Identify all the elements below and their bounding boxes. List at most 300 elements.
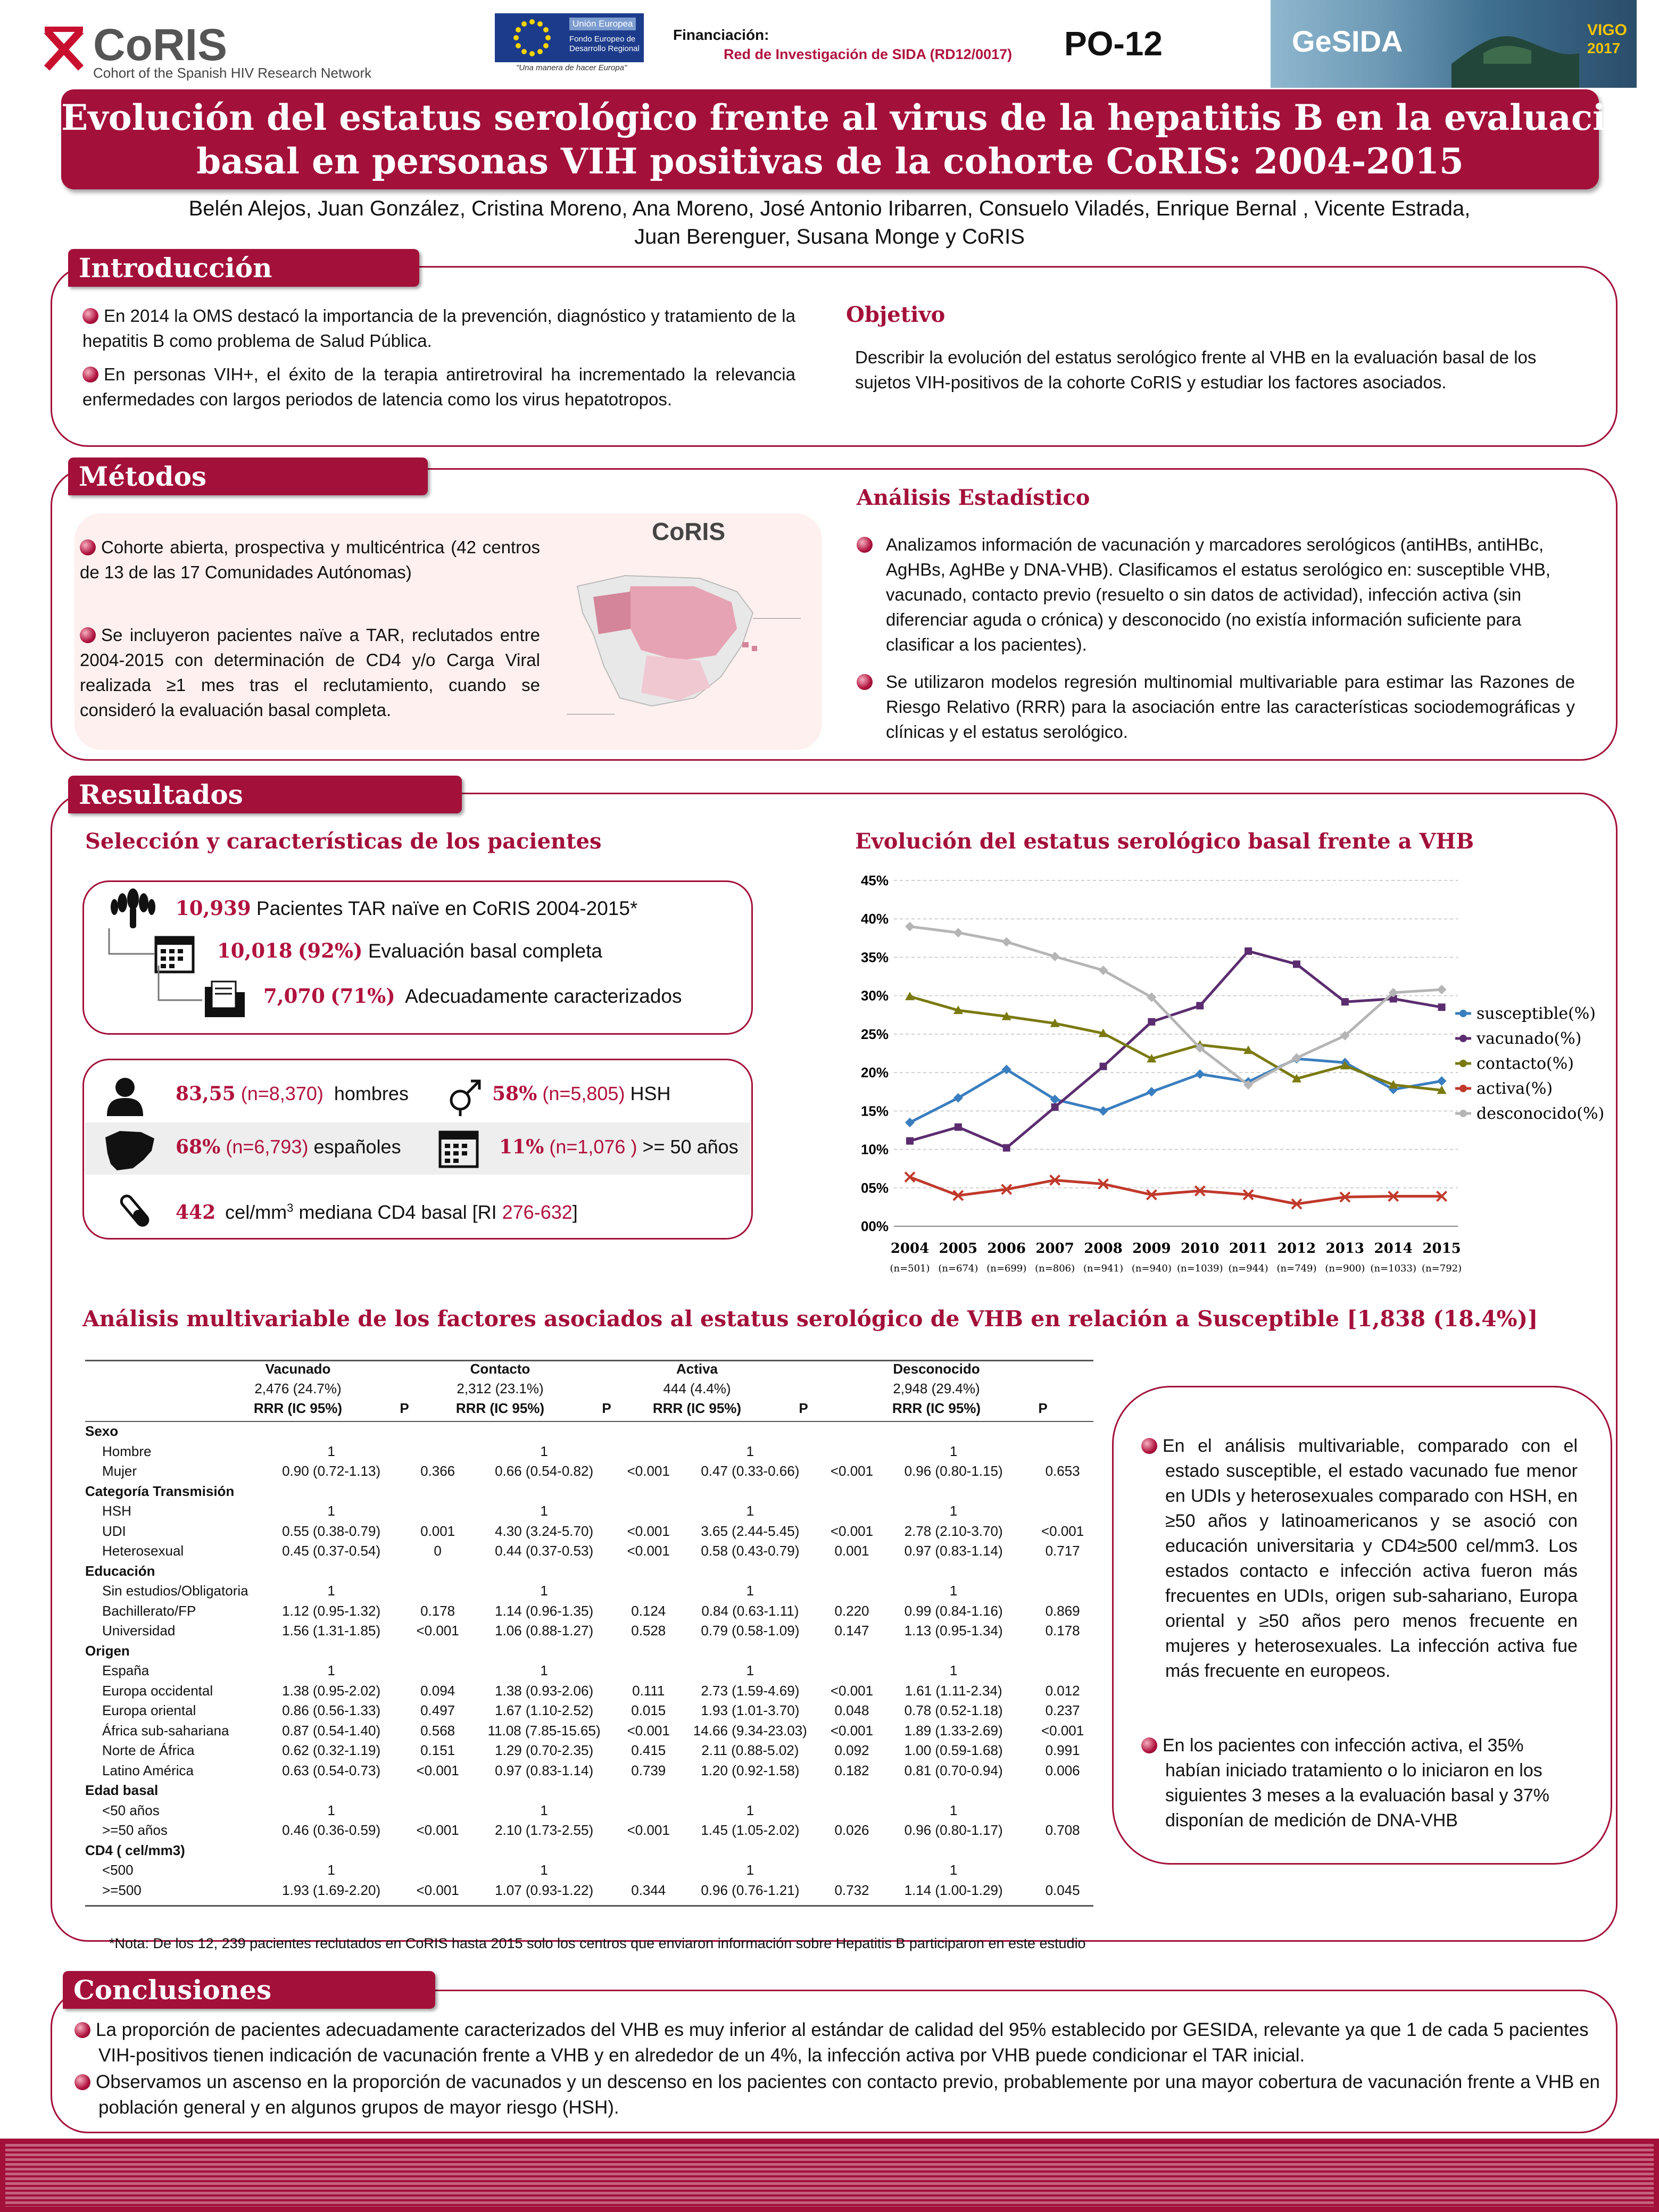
methods-heading: Métodos: [68, 458, 428, 495]
congress-banner: [1271, 0, 1637, 88]
spain-value: 68%: [176, 1136, 221, 1158]
table-cell: 0.63 (0.54-0.73): [282, 1762, 381, 1778]
row-label: Bachillerato/FP: [102, 1602, 196, 1619]
eu-stars-icon: [495, 13, 569, 62]
cd4-value: 442: [176, 1201, 216, 1224]
congress-year: 2017: [1587, 40, 1621, 56]
table-cell: <0.001: [830, 1722, 874, 1739]
row-label: >=500: [102, 1882, 142, 1898]
row-label: África sub-sahariana: [102, 1722, 229, 1739]
table-cell: 1.56 (1.31-1.85): [282, 1623, 381, 1639]
table-row: [85, 1421, 1094, 1442]
table-cell: [827, 1421, 876, 1442]
congress-name: GeSIDA: [1292, 24, 1403, 58]
multivariate-table: [85, 1421, 1094, 1900]
table-row: [85, 1561, 1094, 1582]
data-point: [1341, 998, 1349, 1005]
hsh-stat: [492, 1083, 670, 1105]
table-row: [85, 1820, 1094, 1841]
table-cell: 2.78 (2.10-3.70): [904, 1523, 1003, 1539]
table-row: [85, 1761, 1094, 1781]
table-cell: 1: [540, 1443, 548, 1459]
table-cell: <0.001: [627, 1722, 670, 1739]
table-cell: 1: [746, 1443, 754, 1459]
table-cell: 0.497: [420, 1702, 455, 1719]
table-cell: 1: [327, 1583, 335, 1599]
table-cell: 0.528: [631, 1623, 666, 1639]
row-label: Latino América: [102, 1762, 194, 1778]
table-cell: [827, 1841, 876, 1861]
x-tick-sublabel: (n=806): [1035, 1263, 1075, 1274]
data-point: [906, 1137, 914, 1145]
row-label: Edad basal: [85, 1782, 159, 1799]
flow-number-1: 10,939: [176, 896, 251, 920]
table-cell: [876, 1781, 1031, 1801]
table-cell: 0.415: [631, 1742, 666, 1759]
data-point: [1147, 1087, 1156, 1096]
legend-marker: [1459, 1010, 1467, 1017]
table-cell: 0.869: [1045, 1602, 1080, 1619]
rrr-column-header: RRR (IC 95%): [455, 1400, 545, 1416]
group-count: 2,312 (23.1%): [457, 1381, 544, 1396]
row-label: Universidad: [102, 1623, 176, 1639]
findings-bullet-1: [1141, 1434, 1578, 1684]
x-tick-sublabel: (n=749): [1276, 1263, 1317, 1274]
table-cell: <0.001: [416, 1882, 459, 1898]
findings-bullet-2-text: En los pacientes con infección activa, el 35% habían iniciado tratamiento o lo iniciaron en los siguientes 3 meses a la evaluación basal y 37% disponían de medición de DNA-VHB: [1163, 1735, 1549, 1831]
table-cell: 0.81 (0.70-0.94): [904, 1762, 1003, 1778]
table-cell: [1031, 1641, 1094, 1661]
table-cell: 0.55 (0.38-0.79): [282, 1523, 381, 1539]
gender-icon: [444, 1075, 487, 1117]
table-cell: <0.001: [1041, 1722, 1084, 1739]
table-cell: 1: [540, 1583, 548, 1599]
p-column-header: P: [799, 1400, 808, 1416]
table-row: [85, 1860, 1094, 1881]
eu-flag-icon: [495, 13, 644, 62]
table-cell: <0.001: [627, 1543, 670, 1559]
table-cell: 0.66 (0.54-0.82): [495, 1463, 594, 1479]
intro-bullet-1: [82, 303, 795, 353]
table-cell: <0.001: [830, 1523, 874, 1539]
bullet-icon: [74, 2074, 90, 2090]
x-tick-sublabel: (n=501): [890, 1263, 930, 1274]
cd4-text: mediana CD4 basal [RI: [298, 1201, 497, 1223]
coris-logo-text: CoRIS: [93, 20, 227, 70]
table-note: *Nota: De los 12, 239 pacientes reclutados en CoRIS hasta 2015 solo los centros que enviaron información sobre Hepatitis B participaron en este estudio: [109, 1935, 1086, 1951]
p-column-header: P: [400, 1400, 409, 1416]
table-cell: 4.30 (3.24-5.70): [495, 1523, 594, 1539]
table-cell: [876, 1841, 1031, 1861]
map-logo: CoRIS: [652, 518, 725, 545]
funding-label: Financiación:: [673, 27, 769, 43]
stats-bullet-1: [857, 532, 1575, 657]
table-cell: [464, 1421, 624, 1442]
table-cell: 0.092: [834, 1742, 869, 1759]
table-cell: <0.001: [830, 1682, 874, 1699]
eu-label-2: Fondo Europeo de Desarrollo Regional: [569, 35, 640, 53]
bullet-icon: [857, 537, 873, 553]
flow-number-3: 7,070: [263, 984, 325, 1008]
test-tube-icon: [114, 1191, 157, 1233]
table-cell: [252, 1781, 411, 1801]
table-cell: [624, 1482, 673, 1502]
table-cell: [1031, 1581, 1094, 1601]
table-cell: [673, 1641, 827, 1661]
conclusions-bullet-2-text: Observamos un ascenso en la proporción de vacunados y un descenso en los pacientes con contacto previo, probablemente por una mayor cobertura de vacunación frente a VHB en población general y en algunos grupos de mayor riesgo (HSH).: [96, 2072, 1600, 2118]
table-cell: 1.06 (0.88-1.27): [495, 1623, 594, 1639]
table-cell: [411, 1501, 464, 1521]
eu-label-1: Unión Europea: [569, 18, 636, 30]
table-cell: <0.001: [1041, 1523, 1084, 1539]
table-cell: 0.094: [420, 1682, 455, 1699]
series-line: [910, 927, 1442, 1085]
hsh-n: (n=5,805): [542, 1083, 625, 1104]
table-cell: 1.67 (1.10-2.52): [495, 1702, 594, 1719]
data-point: [905, 1118, 915, 1127]
table-cell: 0.62 (0.32-1.19): [282, 1742, 381, 1759]
table-cell: 1.14 (0.96-1.35): [495, 1602, 594, 1619]
table-cell: 1.00 (0.59-1.68): [904, 1742, 1003, 1759]
data-point: [1437, 1076, 1447, 1086]
table-row: [85, 1641, 1094, 1661]
data-point: [1051, 1103, 1059, 1111]
series-line: [910, 1177, 1442, 1204]
data-point: [1438, 1003, 1446, 1011]
data-point: [953, 928, 963, 937]
legend-label: desconocido(%): [1476, 1104, 1605, 1123]
congress-city: VIGO: [1587, 21, 1628, 39]
table-cell: 1: [746, 1662, 754, 1679]
eu-flag-logo: [495, 13, 644, 72]
table-cell: 3.65 (2.44-5.45): [701, 1523, 800, 1539]
table-cell: [411, 1421, 464, 1442]
data-point: [955, 1124, 962, 1131]
chart-heading: Evolución del estatus serológico basal frente a VHB: [855, 829, 1474, 854]
table-cell: 0.991: [1045, 1742, 1080, 1759]
y-tick-label: 40%: [860, 911, 889, 927]
spain-n: (n=6,793): [226, 1136, 309, 1158]
table-cell: 0.97 (0.83-1.14): [904, 1543, 1003, 1559]
flow-text-1: Pacientes TAR naïve en CoRIS 2004-2015*: [256, 897, 638, 919]
table-cell: 0.732: [834, 1882, 869, 1898]
table-cell: 0.344: [631, 1882, 666, 1898]
table-cell: 0.006: [1045, 1762, 1080, 1778]
table-cell: 1.14 (1.00-1.29): [904, 1882, 1003, 1898]
table-header: [85, 1361, 1093, 1420]
table-cell: 0.012: [1045, 1682, 1080, 1699]
table-cell: [464, 1641, 624, 1661]
table-cell: 1: [949, 1583, 958, 1599]
row-label: HSH: [102, 1503, 131, 1519]
x-tick-sublabel: (n=1033): [1370, 1263, 1416, 1274]
table-cell: 2.73 (1.59-4.69): [701, 1682, 800, 1699]
table-cell: [876, 1482, 1031, 1502]
table-cell: 1: [327, 1503, 335, 1519]
conclusions-bullet-2: [74, 2069, 1602, 2120]
legend-label: activa(%): [1476, 1079, 1553, 1098]
table-cell: 1: [746, 1802, 754, 1818]
person-icon: [104, 1075, 146, 1117]
table-cell: 0.58 (0.43-0.79): [701, 1543, 800, 1559]
table-cell: [624, 1581, 673, 1601]
table-cell: 1: [746, 1583, 754, 1599]
bullet-icon: [74, 2022, 90, 2038]
table-cell: 0.568: [420, 1722, 455, 1739]
table-cell: 0.84 (0.63-1.11): [701, 1602, 799, 1619]
bullet-icon: [80, 627, 96, 643]
legend-marker: [1459, 1110, 1467, 1117]
table-cell: 0.178: [1045, 1623, 1080, 1639]
conclusions-heading: Conclusiones: [63, 1971, 435, 2009]
table-cell: [624, 1801, 673, 1821]
p-column-header: P: [1038, 1400, 1048, 1416]
flow-pct-3: (71%): [330, 984, 395, 1008]
y-tick-label: 35%: [860, 949, 889, 966]
table-cell: [1031, 1781, 1094, 1801]
table-cell: 0.90 (0.72-1.13): [282, 1463, 381, 1479]
table-cell: 0.048: [834, 1702, 869, 1719]
y-tick-label: 05%: [860, 1179, 889, 1196]
selection-heading: Selección y características de los pacientes: [85, 829, 602, 854]
age-n: (n=1,076 ): [549, 1136, 637, 1158]
conclusions-bullet-1: [74, 2017, 1602, 2068]
x-tick-label: 2010: [1181, 1241, 1220, 1257]
table-cell: <0.001: [627, 1822, 670, 1839]
flow-text-3: Adecuadamente caracterizados: [405, 985, 682, 1007]
table-cell: 0.045: [1045, 1882, 1080, 1898]
x-tick-sublabel: (n=941): [1083, 1263, 1124, 1274]
y-tick-label: 20%: [860, 1065, 889, 1081]
x-tick-label: 2012: [1277, 1241, 1316, 1257]
table-cell: 0.111: [632, 1682, 665, 1699]
table-row: [85, 1501, 1094, 1521]
men-stat: [176, 1083, 409, 1105]
table-cell: 2.10 (1.73-2.55): [495, 1822, 594, 1839]
table-cell: 1.29 (0.70-2.35): [495, 1742, 594, 1759]
men-n: (n=8,370): [240, 1083, 323, 1104]
table-rule-bottom: [85, 1905, 1093, 1907]
table-cell: [464, 1841, 624, 1861]
table-cell: [1031, 1442, 1094, 1462]
people-icon: [109, 886, 157, 934]
rrr-column-header: RRR (IC 95%): [253, 1400, 343, 1416]
footer-acknowledgements-band: [0, 2139, 1659, 2212]
row-label: Origen: [85, 1642, 130, 1659]
data-point: [1002, 937, 1011, 947]
table-cell: [624, 1501, 673, 1521]
table-cell: [827, 1801, 876, 1821]
y-tick-label: 10%: [860, 1141, 889, 1158]
table-cell: 1: [327, 1443, 335, 1459]
table-cell: [827, 1561, 876, 1582]
table-cell: 14.66 (9.34-23.03): [693, 1722, 807, 1739]
x-tick-label: 2009: [1132, 1241, 1171, 1257]
row-label: >=50 años: [102, 1822, 168, 1839]
table-cell: 0.653: [1045, 1463, 1080, 1479]
data-point: [1098, 1106, 1108, 1116]
flow-number-2: 10,018: [217, 939, 293, 962]
table-row: [85, 1601, 1094, 1621]
table-cell: <0.001: [416, 1822, 459, 1839]
x-tick-label: 2011: [1229, 1241, 1268, 1257]
table-cell: 0.96 (0.80-1.15): [904, 1463, 1003, 1479]
methods-bullet-1: [80, 535, 540, 585]
series-line: [910, 1059, 1442, 1122]
x-tick-label: 2005: [939, 1241, 978, 1257]
hsh-label: HSH: [630, 1083, 671, 1104]
table-cell: 1: [949, 1802, 958, 1818]
table-row: [85, 1621, 1094, 1641]
island-image-icon: [1451, 0, 1579, 88]
table-cell: 1.45 (1.05-2.02): [701, 1822, 800, 1839]
stats-bullet-2-text: Se utilizaron modelos regresión multinomial multivariable para estimar las Razones de Riesgo Relativo (RRR) para la asociación entre las características sociodemográficas y clínicas y el estatus serológico.: [886, 672, 1575, 742]
cd4-unit-exponent: 3: [287, 1201, 294, 1215]
hsh-value: 58%: [492, 1083, 537, 1105]
table-cell: [624, 1421, 673, 1442]
table-cell: [252, 1641, 411, 1661]
bullet-icon: [82, 308, 98, 324]
table-cell: [1031, 1482, 1094, 1502]
table-cell: [1031, 1801, 1094, 1821]
table-cell: [827, 1501, 876, 1521]
coris-logo-subtitle: Cohort of the Spanish HIV Research Network: [93, 65, 372, 81]
table-cell: [827, 1581, 876, 1601]
x-tick-sublabel: (n=699): [986, 1263, 1027, 1274]
table-cell: [411, 1442, 464, 1462]
coris-logo: [43, 21, 372, 80]
group-count: 444 (4.4%): [663, 1381, 731, 1396]
funding-value: Red de Investigación de SIDA (RD12/0017): [724, 46, 1013, 62]
table-cell: 1.13 (0.95-1.34): [904, 1623, 1003, 1639]
table-cell: 1.93 (1.01-3.70): [701, 1702, 800, 1719]
cd4-close: ]: [572, 1201, 578, 1223]
table-cell: [411, 1801, 464, 1821]
row-label: Educación: [85, 1562, 155, 1579]
multivar-heading: Análisis multivariable de los factores asociados al estatus serológico de VHB en relación a Susceptible [1,838 (18.4%)]: [82, 1306, 1538, 1332]
table-cell: [1031, 1661, 1094, 1681]
legend-marker: [1459, 1085, 1467, 1092]
table-cell: <0.001: [416, 1623, 459, 1639]
title-line-2: basal en personas VIH positivas de la cohorte CoRIS: 2004-2015: [196, 140, 1464, 182]
table-row: [85, 1881, 1094, 1901]
table-cell: [252, 1561, 411, 1582]
table-row: [85, 1681, 1094, 1701]
table-cell: 0.78 (0.52-1.18): [904, 1702, 1003, 1719]
table-cell: 0.96 (0.80-1.17): [904, 1822, 1003, 1839]
table-cell: [876, 1641, 1031, 1661]
table-cell: 1: [327, 1862, 335, 1878]
table-cell: [827, 1442, 876, 1462]
table-cell: 1: [327, 1662, 335, 1679]
methods-bullet-1-text: Cohorte abierta, prospectiva y multicéntrica (42 centros de 13 de las 17 Comunidades Autónomas): [80, 537, 540, 582]
table-cell: 1.93 (1.69-2.20): [282, 1882, 381, 1898]
table-cell: [673, 1781, 827, 1801]
table-cell: 0.97 (0.83-1.14): [495, 1762, 594, 1778]
data-point: [1099, 1063, 1107, 1070]
methods-bullet-2-text: Se incluyeron pacientes naïve a TAR, reclutados entre 2004-2015 con determinación de CD4 y/o Carga Viral realizada ≥1 mes tras el reclutamiento, cuando se consideró la evaluación basal completa.: [80, 625, 540, 720]
data-point: [1196, 1002, 1204, 1009]
x-tick-label: 2013: [1325, 1241, 1365, 1257]
table-cell: 1: [949, 1443, 958, 1459]
objective-text: Describir la evolución del estatus serológico frente al VHB en la evaluación basal de los sujetos VIH-positivos de la cohorte CoRIS y estudiar los factores asociados.: [855, 347, 1537, 392]
table-cell: 1: [540, 1802, 548, 1818]
table-cell: 0.46 (0.36-0.59): [282, 1822, 381, 1839]
group-name: Contacto: [470, 1361, 530, 1377]
row-label: Sin estudios/Obligatoria: [102, 1583, 248, 1599]
bullet-icon: [857, 674, 873, 690]
men-value: 83,55: [176, 1083, 236, 1105]
table-cell: 1: [327, 1802, 335, 1818]
table-cell: 1.38 (0.93-2.06): [495, 1682, 594, 1699]
table-cell: 1.12 (0.95-1.32): [282, 1602, 381, 1619]
table-cell: 1: [540, 1862, 548, 1878]
table-cell: [411, 1641, 464, 1661]
row-label: Heterosexual: [102, 1543, 184, 1559]
table-cell: [624, 1442, 673, 1462]
row-label: Europa occidental: [102, 1682, 213, 1699]
table-cell: [673, 1841, 827, 1861]
table-cell: [624, 1841, 673, 1861]
table-cell: 0.86 (0.56-1.33): [282, 1702, 381, 1719]
row-label: CD4 ( cel/mm3): [85, 1842, 185, 1858]
table-row: [85, 1482, 1094, 1502]
table-cell: <0.001: [627, 1523, 670, 1539]
flow-row-3: [263, 984, 682, 1008]
rrr-column-header: RRR (IC 95%): [892, 1400, 981, 1416]
table-cell: [1031, 1561, 1094, 1582]
group-name: Activa: [676, 1361, 718, 1377]
table-cell: [827, 1781, 876, 1801]
table-cell: 0.44 (0.37-0.53): [495, 1543, 594, 1559]
table-cell: [411, 1661, 464, 1681]
intro-heading: Introducción: [68, 249, 419, 287]
table-cell: [464, 1482, 624, 1502]
x-tick-sublabel: (n=940): [1131, 1263, 1172, 1274]
flow-row-2: [217, 939, 602, 962]
flow-pct-2: (92%): [297, 939, 363, 962]
legend-marker: [1459, 1060, 1467, 1067]
findings-bullet-1-text: En el análisis multivariable, comparado con el estado susceptible, el estado vacunado fue menor en UDIs y heterosexuales comparado con HSH, en ≥50 años y latinoamericanos y se asoció con educación universitaria y CD4≥500 cel/mm3. Los estados contacto e infección activa fueron más frecuentes en UDIs, origen sub-sahariano, Europa oriental y ≥50 años pero menos frecuente en mujeres y heterosexuales. La infección activa fue más frecuente en europeos.: [1163, 1436, 1578, 1681]
table-cell: [252, 1841, 411, 1861]
table-cell: 1: [949, 1662, 958, 1679]
intro-bullet-2-text: En personas VIH+, el éxito de la terapia antiretroviral ha incrementado la relevancia enfermedades con largos periodos de latencia como los virus hepatotropos.: [82, 364, 795, 409]
title-banner: [61, 89, 1655, 189]
table-cell: <0.001: [416, 1762, 459, 1778]
x-tick-sublabel: (n=1039): [1176, 1263, 1223, 1274]
table-row: [85, 1781, 1094, 1801]
y-tick-label: 15%: [860, 1103, 889, 1119]
cd4-stat: [176, 1201, 578, 1224]
row-label: <50 años: [102, 1802, 160, 1818]
age-value: 11%: [499, 1136, 544, 1158]
row-label: Europa oriental: [102, 1702, 196, 1719]
table-cell: [464, 1561, 624, 1582]
x-tick-label: 2006: [987, 1241, 1026, 1257]
table-cell: 0.147: [834, 1623, 869, 1639]
table-cell: <0.001: [830, 1463, 874, 1479]
intro-bullet-1-text: En 2014 la OMS destacó la importancia de la prevención, diagnóstico y tratamiento de la hepatitis B como problema de Salud Pública.: [82, 306, 795, 351]
table-cell: 2.11 (0.88-5.02): [701, 1742, 799, 1759]
table-row: [85, 1701, 1094, 1721]
table-cell: 0.151: [420, 1742, 455, 1759]
group-count: 2,476 (24.7%): [254, 1381, 342, 1396]
table-cell: 1: [540, 1503, 548, 1519]
authors-line-1: Belén Alejos, Juan González, Cristina Moreno, Ana Moreno, José Antonio Iribarren, Consuelo Viladés, Enrique Bernal , Vicente Estrada,: [188, 197, 1471, 220]
intro-bullet-2: [82, 362, 795, 412]
stats-bullet-1-text: Analizamos información de vacunación y marcadores serológicos (antiHBs, antiHBc, AgHBs, AgHBe y DNA-VHB). Clasificamos el estatus serológico en: susceptible VHB, vacunado, contacto previo (resuelto o sin datos de actividad), infección activa (sin diferenciar aguda o crónica) y desconocido (no existía información suficiente para clasificar a los pacientes).: [886, 535, 1551, 654]
row-label: Categoría Transmisión: [85, 1483, 235, 1499]
